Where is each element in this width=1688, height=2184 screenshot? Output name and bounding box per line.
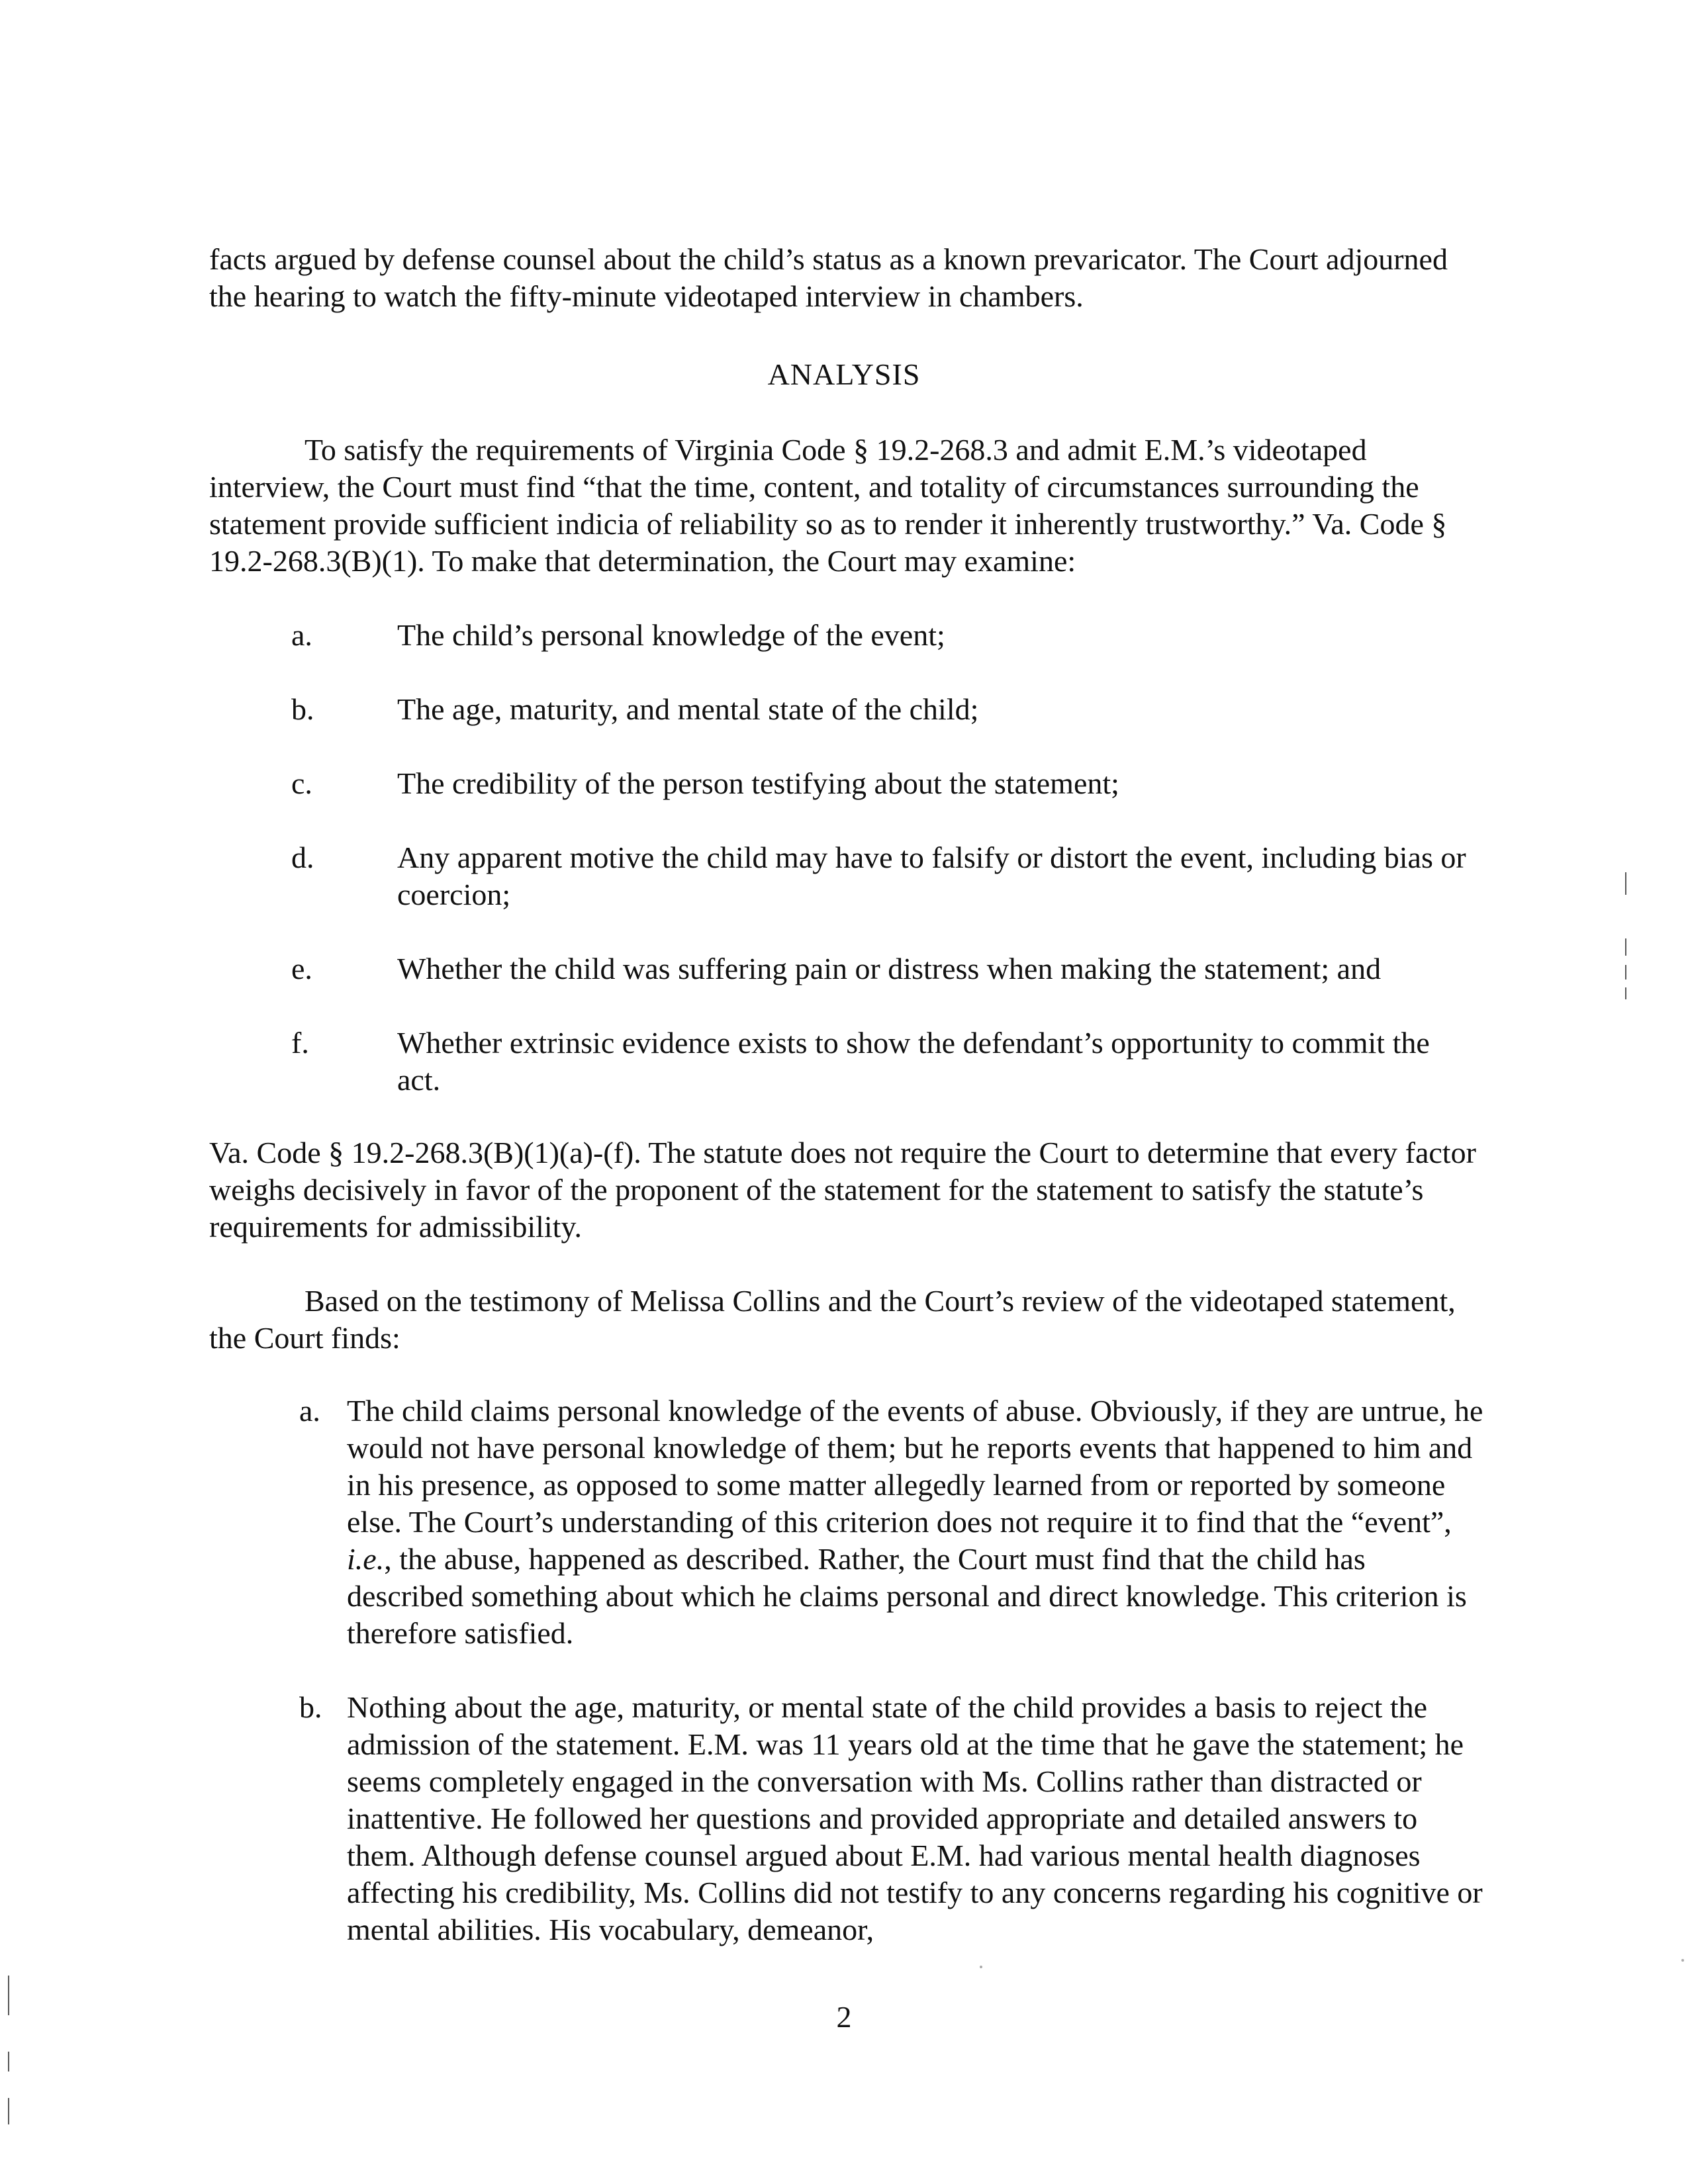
factor-marker: d. bbox=[291, 841, 314, 874]
scan-artifact bbox=[1625, 987, 1626, 999]
finding-text bbox=[347, 1392, 1485, 1652]
scan-artifact bbox=[8, 2098, 9, 2124]
factor-text: The credibility of the person testifying about the statement; bbox=[397, 766, 1119, 800]
factor-text: The child’s personal knowledge of the event; bbox=[397, 618, 945, 652]
factor-marker: b. bbox=[291, 692, 314, 726]
factor-text: Whether the child was suffering pain or distress when making the statement; and bbox=[397, 952, 1382, 985]
factor-marker: f. bbox=[291, 1026, 309, 1060]
finding-text: Nothing about the age, maturity, or mental state of the child provides a basis to reject the admission of the statement. E.M. was 11 years old at the time that he gave the statement; he seems completely engaged in the conversation with Ms. Collins rather than distracted or inattentive. He followed her questions and provided appropriate and detailed answers to them. Although defense counsel argued about E.M. had various mental health diagnoses affecting his credibility, Ms. Collins did not testify to any concerns regarding his cognitive or mental abilities. His vocabulary, demeanor, bbox=[347, 1690, 1483, 1946]
factor-text: The age, maturity, and mental state of the child; bbox=[397, 692, 979, 726]
factor-text: Whether extrinsic evidence exists to show the defendant’s opportunity to commit the act. bbox=[397, 1026, 1430, 1097]
scan-artifact bbox=[1625, 965, 1626, 979]
scan-artifact bbox=[8, 2052, 9, 2071]
scan-artifact bbox=[1625, 938, 1626, 956]
factor-text: Any apparent motive the child may have to falsify or distort the event, including bias or coercion; bbox=[397, 841, 1466, 911]
finding-marker: b. bbox=[299, 1690, 322, 1724]
page-number: 2 bbox=[836, 2000, 852, 2034]
finding-text-part: , the abuse, happened as described. Rather, the Court must find that the child has described something about which he claims personal and direct knowledge. This criterion is therefore satisfied. bbox=[347, 1542, 1467, 1650]
factor-marker: c. bbox=[291, 766, 312, 800]
statute-followup-paragraph: Va. Code § 19.2-268.3(B)(1)(a)-(f). The statute does not require the Court to determine that every factor weighs decisively in favor of the proponent of the statement for the statement to satisfy the statute’s requirements for admissibility. bbox=[209, 1136, 1476, 1244]
findings-intro-paragraph: Based on the testimony of Melissa Collins and the Court’s review of the videotaped statement, the Court finds: bbox=[209, 1284, 1456, 1355]
scan-artifact bbox=[1681, 1959, 1684, 1962]
finding-text-part: The child claims personal knowledge of the events of abuse. Obviously, if they are untrue, he would not have personal knowledge of them; but he reports events that happened to him and in his presence, as opposed to some matter allegedly learned from or reported by someone else. The Court’s understanding of this criterion does not require it to find that the “event”, bbox=[347, 1394, 1483, 1539]
scan-artifact bbox=[980, 1966, 982, 1968]
scan-artifact bbox=[8, 1976, 9, 2015]
finding-marker: a. bbox=[299, 1394, 320, 1428]
scan-artifact bbox=[1625, 872, 1626, 895]
statute-intro-paragraph: To satisfy the requirements of Virginia Code § 19.2-268.3 and admit E.M.’s videotaped interview, the Court must find “that the time, content, and totality of circumstances surrounding the statement provide sufficient indicia of reliability so as to render it inherently trustworthy.” Va. Code § 19.2-268.3(B)(1). To make that determination, the Court may examine: bbox=[209, 433, 1447, 578]
opening-paragraph: facts argued by defense counsel about the child’s status as a known prevaricator. The Court adjourned the hearing to watch the fifty-minute videotaped interview in chambers. bbox=[209, 242, 1448, 313]
ie-abbreviation: i.e. bbox=[347, 1542, 385, 1576]
factor-marker: a. bbox=[291, 618, 312, 652]
section-heading: ANALYSIS bbox=[767, 357, 921, 391]
factor-marker: e. bbox=[291, 952, 312, 985]
